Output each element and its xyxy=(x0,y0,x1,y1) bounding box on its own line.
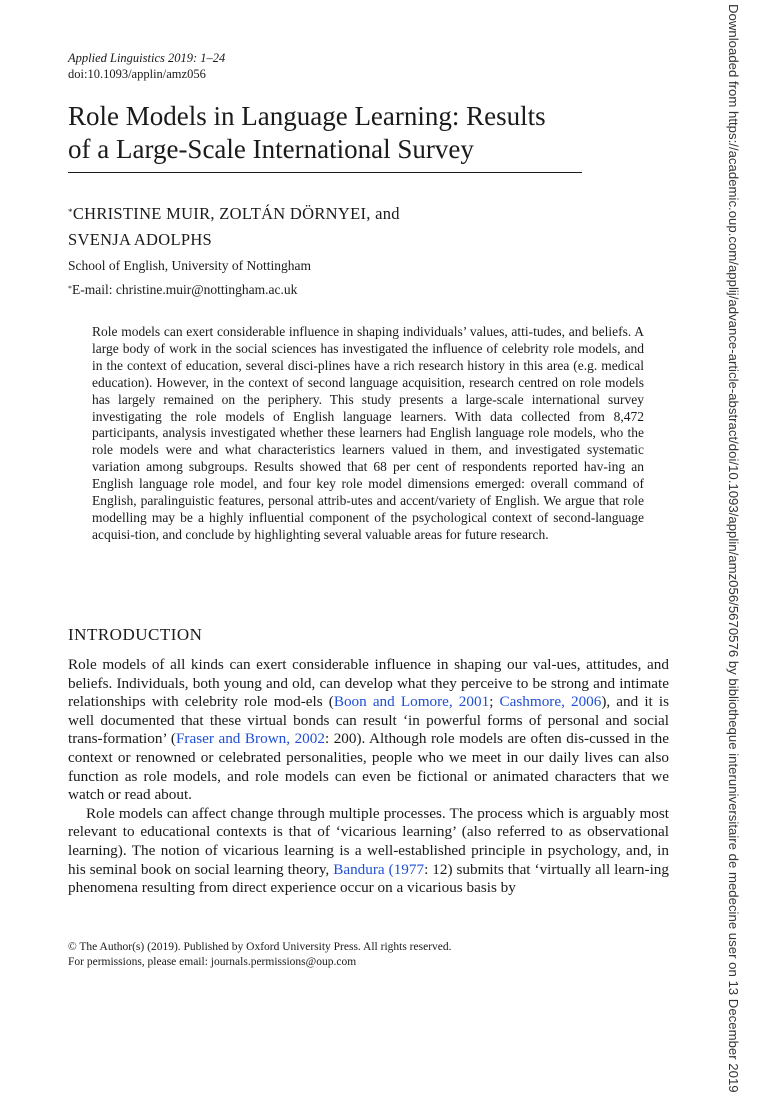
citation-link-cashmore[interactable]: Cashmore, 2006 xyxy=(499,693,602,711)
paragraph-2 xyxy=(68,805,669,898)
contact-email xyxy=(68,282,297,298)
paragraph-1-text-d: : 200). Although role models are often dis-cussed in the context or renowned or celebrated personalities, people who we meet in our daily lives can also function as role models, and role models can even be fictional or animated characters that we watch or read about. xyxy=(68,730,669,804)
email-marker: * xyxy=(68,284,72,293)
paragraph-2-text-a: Role models can affect change through multiple processes. The process which is arguably most relevant to educational contexts is that of ‘vicarious learning’ (also referred to as observational learning). The notion of vicarious learning is a well-established principle in psychology, and, in his seminal book on social learning theory, xyxy=(68,804,669,878)
doi-text: doi:10.1093/applin/amz056 xyxy=(68,67,206,81)
title-divider xyxy=(68,172,582,173)
paper-title-line-2: of a Large-Scale International Survey xyxy=(68,134,474,164)
paragraph-1-text-c: ), and it is well documented that these virtual bonds can result ‘in powerful forms of personal and social trans-formation’ ( xyxy=(68,693,669,748)
journal-header xyxy=(68,50,225,82)
page-footer xyxy=(68,940,452,970)
abstract: Role models can exert considerable influence in shaping individuals’ values, atti-tudes, and beliefs. A large body of work in the social sciences has investigated the influence of celebrity role models, and in the context of education, several disci-plines have a rich research history in this area (e.g. medical education). However, in the context of second language acquisition, research centred on role models has largely remained on the periphery. This study presents a large-scale international survey investigating the role models of English language learners. With data collected from 8,472 participants, analysis investigated whether these learners had English language role models, who the role models were and what characteristics learners valued in them, and investigated systematic variation among subgroups. Results showed that 68 per cent of respondents reported hav-ing an English language role model, and four key role model dimensions emerged: overall command of English, paralinguistic features, personal attrib-utes and accent/variety of English. We argue that role modelling may be a highly influential component of the psychological context of second-language acquisi-tion, and conclude by highlighting several valuable areas for future research. xyxy=(92,324,644,542)
paper-title xyxy=(68,100,688,166)
copyright-notice: © The Author(s) (2019). Published by Oxford University Press. All rights reserved. xyxy=(68,941,452,953)
paragraph-1-text-b: ; xyxy=(489,693,500,711)
download-watermark xyxy=(726,4,746,1093)
paragraph-1 xyxy=(68,656,669,805)
author-line-2: SVENJA ADOLPHS xyxy=(68,230,213,249)
citation-link-fraser-brown[interactable]: Fraser and Brown, 2002 xyxy=(175,730,325,748)
paragraph-1-text-a: Role models of all kinds can exert considerable influence in shaping our val-ues, attitudes, and beliefs. Individuals, both young and old, can develop what they perceive to be strong and intimate relationships with celebrity role mod-els ( xyxy=(68,656,669,711)
affiliation: School of English, University of Nottingham xyxy=(68,258,311,273)
citation-link-boon-lomore[interactable]: Boon and Lomore, 2001 xyxy=(333,693,490,711)
author-names-1: CHRISTINE MUIR, ZOLTÁN DÖRNYEI, and xyxy=(72,204,400,223)
permissions-notice: For permissions, please email: journals.permissions@oup.com xyxy=(68,956,357,968)
body-text xyxy=(68,656,669,898)
email-text: E-mail: christine.muir@nottingham.ac.uk xyxy=(72,282,298,297)
paragraph-2-text-b: : 12) submits that ‘virtually all learn-ing phenomena resulting from direct experience occur on a vicarious basis by xyxy=(68,860,669,897)
paper-title-line-1: Role Models in Language Learning: Results xyxy=(68,101,546,131)
download-watermark-text: Downloaded from https://academic.oup.com/applij/advance-article-abstract/doi/10.1093/applin/amz056/5670576 by bibliotheque interuniversitaire de medecine user on 13 December 2019 xyxy=(726,4,741,1093)
author-line-1 xyxy=(68,201,400,227)
journal-name: Applied Linguistics 2019: 1–24 xyxy=(68,51,226,65)
citation-link-bandura[interactable]: Bandura (1977 xyxy=(333,860,425,878)
section-heading-introduction: INTRODUCTION xyxy=(68,625,203,644)
corresponding-author-marker: * xyxy=(68,207,73,217)
author-list xyxy=(68,201,400,253)
